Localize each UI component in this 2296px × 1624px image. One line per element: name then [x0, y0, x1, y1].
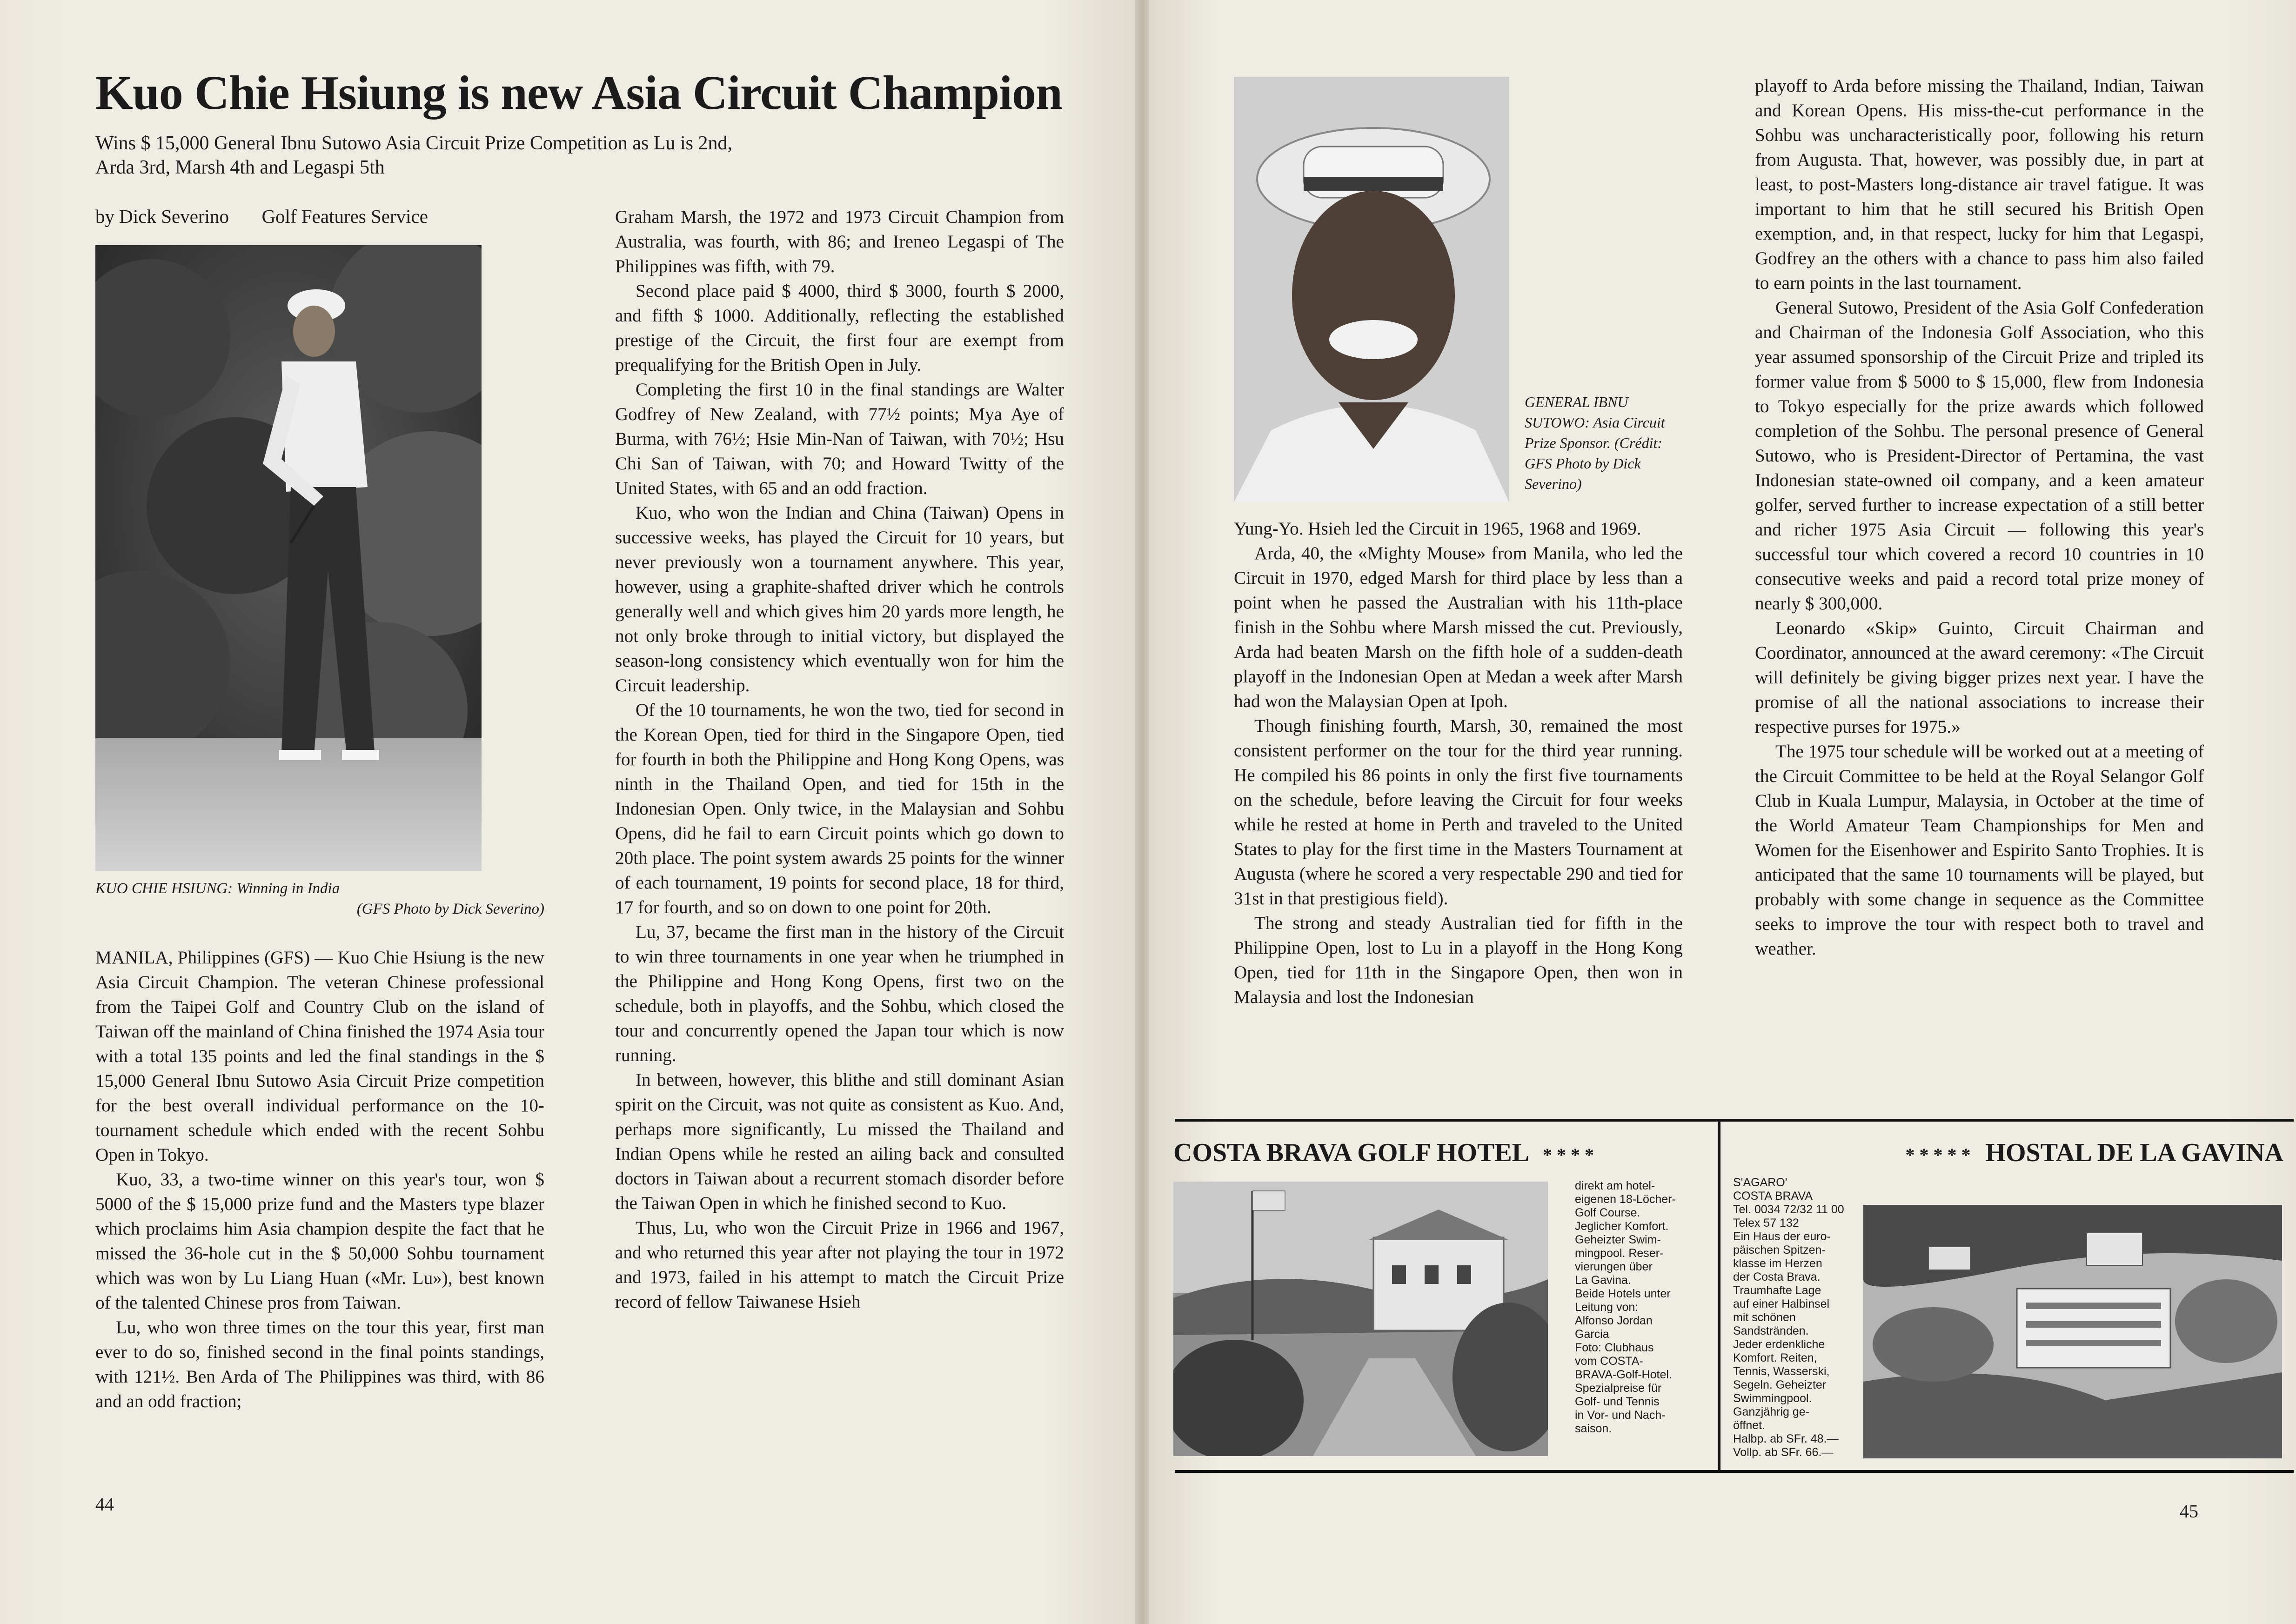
- ad-divider: [1718, 1119, 1720, 1470]
- byline-service: Golf Features Service: [261, 206, 428, 227]
- ad-line: Geheizter Swim-: [1575, 1233, 1661, 1246]
- ad-line: Golf Course.: [1575, 1206, 1640, 1219]
- photo2-caption: GENERAL IBNU SUTOWO: Asia Circuit Prize Sponsor. (Crédit: GFS Photo by Dick Severino): [1525, 394, 1665, 492]
- ad-line: Swimmingpool.: [1733, 1392, 1812, 1405]
- ad-line: Spezialpreise für: [1575, 1382, 1662, 1395]
- subtitle-line-1: Wins $ 15,000 General Ibnu Sutowo Asia Circuit Prize Competition as Lu is 2nd,: [95, 133, 732, 154]
- ad-line: Ganzjährig ge-: [1733, 1405, 1809, 1418]
- ad-line: vom COSTA-: [1575, 1355, 1643, 1368]
- paragraph: Though finishing fourth, Marsh, 30, remained the most consistent performer on the tour for the third year running. He compiled his 86 points in only the first five tournaments on the schedule, before leaving the Circuit for four weeks while he rested at home in Perth and traveled to the United States to play for the first time in the Masters Tournament at Augusta (where he scored a very respectable 290 and tied for 31st in that prestigious field).: [1234, 716, 1683, 909]
- paragraph: Arda, 40, the «Mighty Mouse» from Manila, who led the Circuit in 1970, edged Marsh for third place by less than a point when he passed the Australian with his 11th-place finish in the Sohbu where Marsh missed the cut. Previously, Arda had beaten Marsh on the fifth hole of a sudden-death playoff in the Indonesian Open at Medan a week after Marsh had won the Malaysian Open at Ipoh.: [1234, 543, 1683, 711]
- golfer-photo: [95, 245, 482, 871]
- ad-line: saison.: [1575, 1422, 1612, 1435]
- page-number-left: 44: [95, 1494, 114, 1515]
- gavina-text: [1733, 1176, 1873, 1459]
- book-gutter: [1135, 0, 1149, 1624]
- paragraph: playoff to Arda before missing the Thailand, Indian, Taiwan and Korean Opens. His miss-the-cut performance in the Sohbu was uncharacteristically poor, following his return from Augusta. That, however, was possibly due, in part at least, to post-Masters long-distance air travel fatigue. It was important to him that he still secured his British Open exemption, and, in that respect, lucky for him that Legaspi, Godfrey an the others with a chance to pass him also failed to earn points in the last tournament.: [1755, 76, 2204, 293]
- photo1-caption-line-2: (GFS Photo by Dick Severino): [356, 901, 544, 917]
- byline: [95, 205, 468, 228]
- ad-line: Tel. 0034 72/32 11 00: [1733, 1203, 1844, 1216]
- paragraph: Lu, who won three times on the tour this year, first man ever to do so, finished second in the final points standings, with 121½. Ben Arda of The Philippines was third, with 86 and an odd fraction;: [95, 1317, 544, 1411]
- ad-line: BRAVA-Golf-Hotel.: [1575, 1368, 1672, 1381]
- gavina-photo: [1863, 1205, 2282, 1458]
- paragraph: Kuo, who won the Indian and China (Taiwan) Opens in successive weeks, has played the Circuit for 10 years, but never previously won a tournament anywhere. This year, however, using a graphite-shafted driver which he controls generally well and which gives him 20 yards more length, he not only broke through to initial victory, but displayed the season-long consistency which eventually won for him the Circuit leadership.: [615, 503, 1064, 695]
- ad-line: auf einer Halbinsel: [1733, 1297, 1830, 1310]
- golfer-photo-image: [95, 245, 482, 871]
- ad-line: mingpool. Reser-: [1575, 1247, 1664, 1260]
- ad-line: Golf- und Tennis: [1575, 1395, 1660, 1408]
- left-page: [0, 0, 1135, 1624]
- costa-brava-title: [1173, 1137, 1594, 1170]
- ad-line: öffnet.: [1733, 1419, 1766, 1432]
- paragraph: Leonardo «Skip» Guinto, Circuit Chairman and Coordinator, announced at the award ceremony: «The Circuit will definitely be giving bigger prizes next year. I have the promise of all the national associations to increase their respective purses for 1975.»: [1755, 618, 2204, 737]
- ad-line: in Vor- und Nach-: [1575, 1409, 1666, 1422]
- sutowo-portrait: [1234, 77, 1509, 502]
- article-title: Kuo Chie Hsiung is new Asia Circuit Champion: [95, 66, 1062, 120]
- paragraph: Second place paid $ 4000, third $ 3000, fourth $ 2000, and fifth $ 1000. Additionally, reflecting the established prestige of the Circuit, the first four are exempt from prequalifying for the British Open in July.: [615, 281, 1064, 375]
- costa-brava-photo: [1173, 1182, 1548, 1456]
- paragraph: General Sutowo, President of the Asia Golf Confederation and Chairman of the Indonesia Golf Association, who this year assumed sponsorship of the Circuit Prize and tripled its former value from $ 5000 to $ 15,000, flew from Indonesia to Tokyo especially for the prize awards which followed completion of the Sohbu. The personal presence of General Sutowo, who is President-Director of Pertamina, the vast Indonesian state-owned oil company, and a keen amateur golfer, served further to increase expectation of a still better and richer 1975 Asia Circuit — following this year's successful tour which covered a record 10 countries in 10 consecutive weeks and paid a record total prize money of nearly $ 300,000.: [1755, 298, 2204, 614]
- ad-line: Ein Haus der euro-: [1733, 1230, 1831, 1243]
- ad-line: Komfort. Reiten,: [1733, 1351, 1817, 1364]
- gavina-stars: * * * * *: [1905, 1144, 1971, 1165]
- ad-bottom-rule: [1175, 1470, 2294, 1473]
- ad-line: COSTA BRAVA: [1733, 1190, 1813, 1203]
- right-page: [1149, 0, 2296, 1624]
- ad-line: Traumhafte Lage: [1733, 1284, 1821, 1297]
- column-1: [95, 945, 544, 1414]
- ad-line: Halbp. ab SFr. 48.—: [1733, 1432, 1839, 1445]
- column-3: [1234, 516, 1683, 1009]
- paragraph: Graham Marsh, the 1972 and 1973 Circuit Champion from Australia, was fourth, with 86; and Ireneo Legaspi of The Philippines was fifth, with 79.: [615, 207, 1064, 276]
- ad-line: Segeln. Geheizter: [1733, 1378, 1827, 1391]
- paragraph: The strong and steady Australian tied for fifth in the Philippine Open, lost to Lu in a playoff in the Hong Kong Open, tied for 11th in the Singapore Open, then won in Malaysia and lost the Indonesian: [1234, 913, 1683, 1007]
- gavina-title: [1818, 1137, 2283, 1170]
- ad-line: der Costa Brava.: [1733, 1270, 1821, 1283]
- ad-top-rule: [1175, 1119, 2294, 1122]
- ad-line: La Gavina.: [1575, 1274, 1631, 1287]
- ad-line: eigenen 18-Löcher-: [1575, 1193, 1676, 1206]
- subtitle-line-2: Arda 3rd, Marsh 4th and Legaspi 5th: [95, 157, 385, 178]
- costa-brava-text: [1575, 1179, 1707, 1436]
- sutowo-portrait-image: [1234, 77, 1509, 502]
- ad-line: Sandstränden.: [1733, 1324, 1809, 1337]
- photo1-caption: [95, 878, 544, 919]
- ad-line: Leitung von:: [1575, 1301, 1639, 1314]
- paragraph: Kuo, 33, a two-time winner on this year's tour, won $ 5000 of the $ 15,000 prize fund and the Masters type blazer which proclaims him Asia champion despite the fact that he missed the 36-hole cut in the $ 50,000 Sohbu tournament which was won by Lu Liang Huan («Mr. Lu»), best known of the talented Chinese pros from Taiwan.: [95, 1170, 544, 1313]
- costa-brava-name: COSTA BRAVA GOLF HOTEL: [1173, 1138, 1528, 1167]
- paragraph: Of the 10 tournaments, he won the two, tied for second in the Korean Open, tied for third in the Singapore Open, tied for fourth in both the Philippine and Hong Kong Opens, was ninth in the Thailand Open, and tied for 15th in the Indonesian Open. Only twice, in the Malaysian and Sohbu Opens, did he fail to earn Circuit points which go down to 20th place. The point system awards 25 points for the winner of each tournament, 19 points for second place, 18 for third, 17 for fourth, and so on down to one point for 20th.: [615, 700, 1064, 917]
- costa-brava-photo-image: [1173, 1182, 1548, 1456]
- paragraph: The 1975 tour schedule will be worked out at a meeting of the Circuit Committee to be held at the Royal Selangor Golf Club in Kuala Lumpur, Malaysia, in October at the time of the World Amateur Team Championships for Men and Women for the Eisenhower and Espirito Santo Trophies. It is anticipated that the same 10 tournaments will be played, but probably with some change in sequence as the Committee seeks to improve the tour with respect both to travel and weather.: [1755, 742, 2204, 959]
- paragraph: Thus, Lu, who won the Circuit Prize in 1966 and 1967, and who returned this year after not playing the tour in 1972 and 1973, failed in his attempt to match the Circuit Prize record of fellow Taiwanese Hsieh: [615, 1218, 1064, 1312]
- paragraph: Completing the first 10 in the final standings are Walter Godfrey of New Zealand, with 77½ points; Mya Aye of Burma, with 76½; Hsie Min-Nan of Taiwan, with 70½; Hsu Chi San of Taiwan, with 70; and Howard Twitty of the United States, with 65 and an odd fraction.: [615, 380, 1064, 498]
- article-subtitle: [95, 131, 1072, 180]
- ad-line: vierungen über: [1575, 1260, 1653, 1273]
- ad-line: S'AGARO': [1733, 1176, 1787, 1189]
- photo1-caption-line-1: KUO CHIE HSIUNG: Winning in India: [95, 880, 340, 897]
- byline-author: by Dick Severino: [95, 206, 229, 227]
- paragraph: Yung-Yo. Hsieh led the Circuit in 1965, 1968 and 1969.: [1234, 519, 1641, 539]
- ad-line: Vollp. ab SFr. 66.—: [1733, 1446, 1834, 1459]
- ad-line: Telex 57 132: [1733, 1216, 1799, 1230]
- ad-line: Beide Hotels unter: [1575, 1287, 1671, 1300]
- ad-line: Garcia: [1575, 1328, 1609, 1341]
- ad-line: Tennis, Wasserski,: [1733, 1365, 1830, 1378]
- paragraph: MANILA, Philippines (GFS) — Kuo Chie Hsiung is the new Asia Circuit Champion. The veteran Chinese professional from the Taipei Golf and Country Club on the island of Taiwan off the mainland of China finished the 1974 Asia tour with a total 135 points and led the final standings in the $ 15,000 General Ibnu Sutowo Asia Circuit Prize competition for the best overall individual performance on the 10-tournament schedule which ended with the recent Sohbu Open in Tokyo.: [95, 948, 544, 1165]
- paragraph: In between, however, this blithe and still dominant Asian spirit on the Circuit, was not quite as consistent as Kuo. And, perhaps more significantly, Lu missed the Thailand and Indian Opens while he rested an ailing back and consulted doctors in Taiwan about a recurrent stomach disorder before the Taiwan Open in which he finished second to Kuo.: [615, 1070, 1064, 1213]
- ad-line: Jeder erdenkliche: [1733, 1338, 1825, 1351]
- costa-brava-stars: * * * *: [1542, 1144, 1594, 1165]
- paragraph: Lu, 37, became the first man in the history of the Circuit to win three tournaments in one year when he triumphed in the Philippine and Hong Kong Opens, first two on the schedule, both in playoffs, and the Sohbu, which closed the tour and concurrently opened the Japan tour which is now running.: [615, 922, 1064, 1065]
- ad-line: Alfonso Jordan: [1575, 1314, 1653, 1327]
- column-2: [615, 205, 1064, 1314]
- ad-line: Foto: Clubhaus: [1575, 1341, 1654, 1354]
- gavina-name: HOSTAL DE LA GAVINA: [1985, 1138, 2283, 1167]
- ad-line: päischen Spitzen-: [1733, 1243, 1826, 1256]
- ad-line: Jeglicher Komfort.: [1575, 1220, 1669, 1233]
- ad-line: mit schönen: [1733, 1311, 1796, 1324]
- ad-line: direkt am hotel-: [1575, 1179, 1655, 1192]
- ad-line: klasse im Herzen: [1733, 1257, 1822, 1270]
- column-4: [1755, 74, 2204, 961]
- page-number-right: 45: [2180, 1501, 2198, 1522]
- gavina-photo-image: [1863, 1205, 2282, 1458]
